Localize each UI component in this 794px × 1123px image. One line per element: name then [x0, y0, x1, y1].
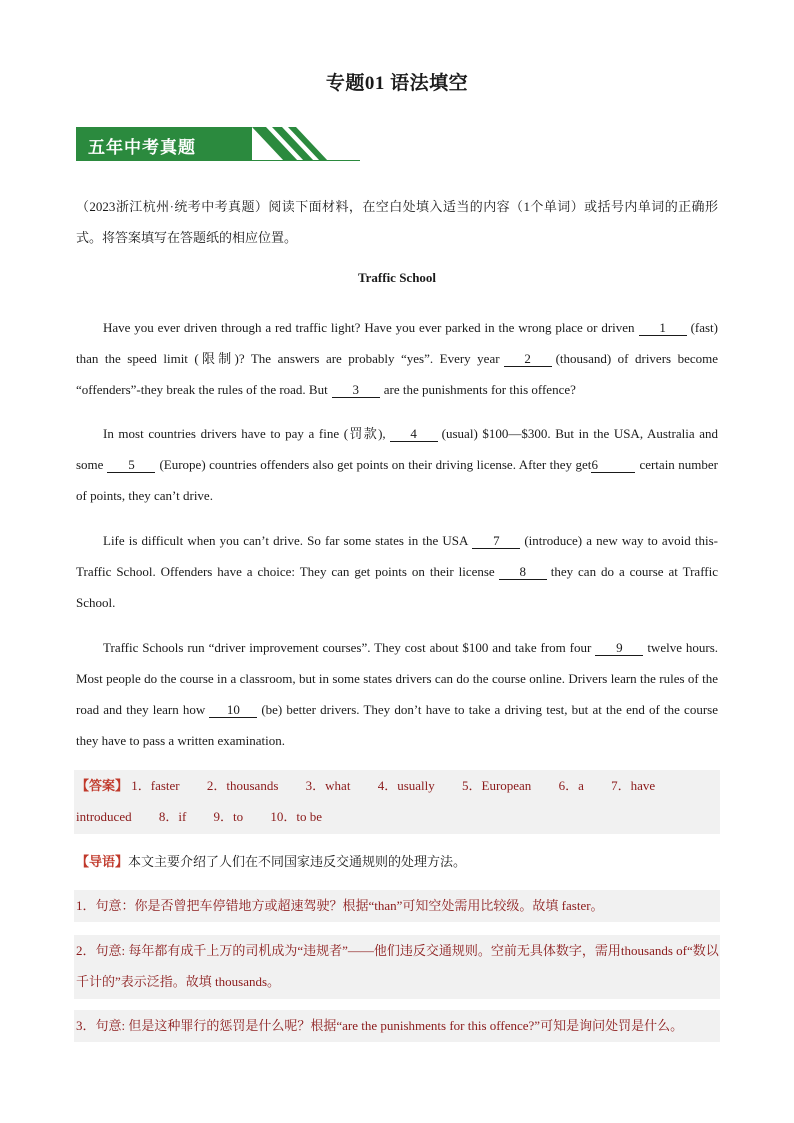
- guide-text: 本文主要介绍了人们在不同国家违反交通规则的处理方法。: [128, 854, 467, 869]
- answer-item: 7．have: [611, 778, 656, 793]
- blank-4: 4: [390, 427, 438, 442]
- text-segment: Life is difficult when you can’t drive. So far some states in the USA: [103, 533, 469, 548]
- answer-item: 6．a: [558, 778, 584, 793]
- blank-1: 1: [639, 321, 687, 336]
- paragraph-4: [76, 632, 718, 756]
- text-segment: (Europe) countries offenders also get points on their driving license. After they get: [159, 457, 592, 472]
- page-title: 专题01 语法填空: [325, 73, 469, 94]
- blank-9: 9: [595, 641, 643, 656]
- blank-7: 7: [472, 534, 520, 549]
- answer-item: 4．usually: [377, 778, 435, 793]
- answer-item: 2．thousands: [206, 778, 279, 793]
- text-segment: (usual) $100—$300. But in the USA, Australia and some: [76, 426, 718, 472]
- passage-title: Traffic School: [357, 270, 437, 285]
- answer-item: introduced: [76, 809, 132, 824]
- text-segment: (be) better drivers. They don’t have to take a driving test, but at the end of the course they have to pass a written examination.: [76, 702, 718, 748]
- answer-row-1: [76, 770, 718, 802]
- explanation-2: 2．句意: 每年都有成千上万的司机成为“违规者”——他们违反交通规则。空前无具体数字，需用thousands of“数以千计的”表示泛指。故填 thousands。: [76, 943, 719, 989]
- instructions: （2023浙江杭州·统考中考真题）阅读下面材料，在空白处填入适当的内容（1个单词）或括号内单词的正确形式。将答案填写在答题纸的相应位置。: [76, 199, 718, 245]
- explanation-3: 3．句意: 但是这种罪行的惩罚是什么呢？根据“are the punishments for this offence?”可知是询问处罚是什么。: [76, 1018, 684, 1033]
- banner-label: 五年中考真题: [88, 138, 196, 158]
- text-segment: In most countries drivers have to pay a fine (罚款),: [103, 426, 386, 441]
- paragraph-1: [76, 312, 718, 405]
- text-segment: certain number of points, they can’t drive.: [76, 457, 719, 503]
- blank-6: 6: [591, 458, 635, 473]
- banner-underline: [76, 160, 360, 161]
- text-segment: Traffic Schools run “driver improvement courses”. They cost about $100 and take from four: [103, 640, 592, 655]
- answer-item: 10．to be: [270, 809, 323, 824]
- paragraph-2: [76, 418, 718, 511]
- answer-item: 3．what: [305, 778, 351, 793]
- text-segment: (fast) than the speed limit (限制)? The answers are probably “yes”. Every year: [76, 320, 718, 366]
- answer-label: 【答案】: [76, 779, 129, 794]
- text-segment: (introduce) a new way to avoid this-Traffic School. Offenders have a choice: They can get points on their license: [76, 533, 718, 579]
- answer-item: 9．to: [213, 809, 244, 824]
- blank-5: 5: [107, 458, 155, 473]
- text-segment: are the punishments for this offence?: [383, 382, 576, 397]
- blank-2: 2: [504, 352, 552, 367]
- paragraph-3: [76, 525, 718, 618]
- text-segment: (thousand) of drivers become “offenders”-they break the rules of the road. But: [76, 351, 719, 397]
- explanation-1: 1．句意：你是否曾把车停错地方或超速驾驶？根据“than”可知空处需用比较级。故填 faster。: [76, 898, 604, 913]
- blank-10: 10: [209, 703, 257, 718]
- text-segment: they can do a course at Traffic School.: [76, 564, 718, 610]
- blank-3: 3: [332, 383, 380, 398]
- guide-line: [76, 846, 718, 878]
- answer-item: 5．European: [462, 778, 532, 793]
- answer-item: 1．faster: [131, 778, 180, 793]
- guide-label: 【导语】: [76, 855, 129, 870]
- answer-item: 8．if: [158, 809, 187, 824]
- section-banner: [76, 127, 360, 165]
- text-segment: twelve hours. Most people do the course in a classroom, but in some states drivers can do the course online. Drivers learn the rules of the road and they learn how: [76, 640, 718, 717]
- blank-8: 8: [499, 565, 547, 580]
- text-segment: Have you ever driven through a red traffic light? Have you ever parked in the wrong place or driven: [103, 320, 635, 335]
- answer-row-2: [76, 801, 718, 832]
